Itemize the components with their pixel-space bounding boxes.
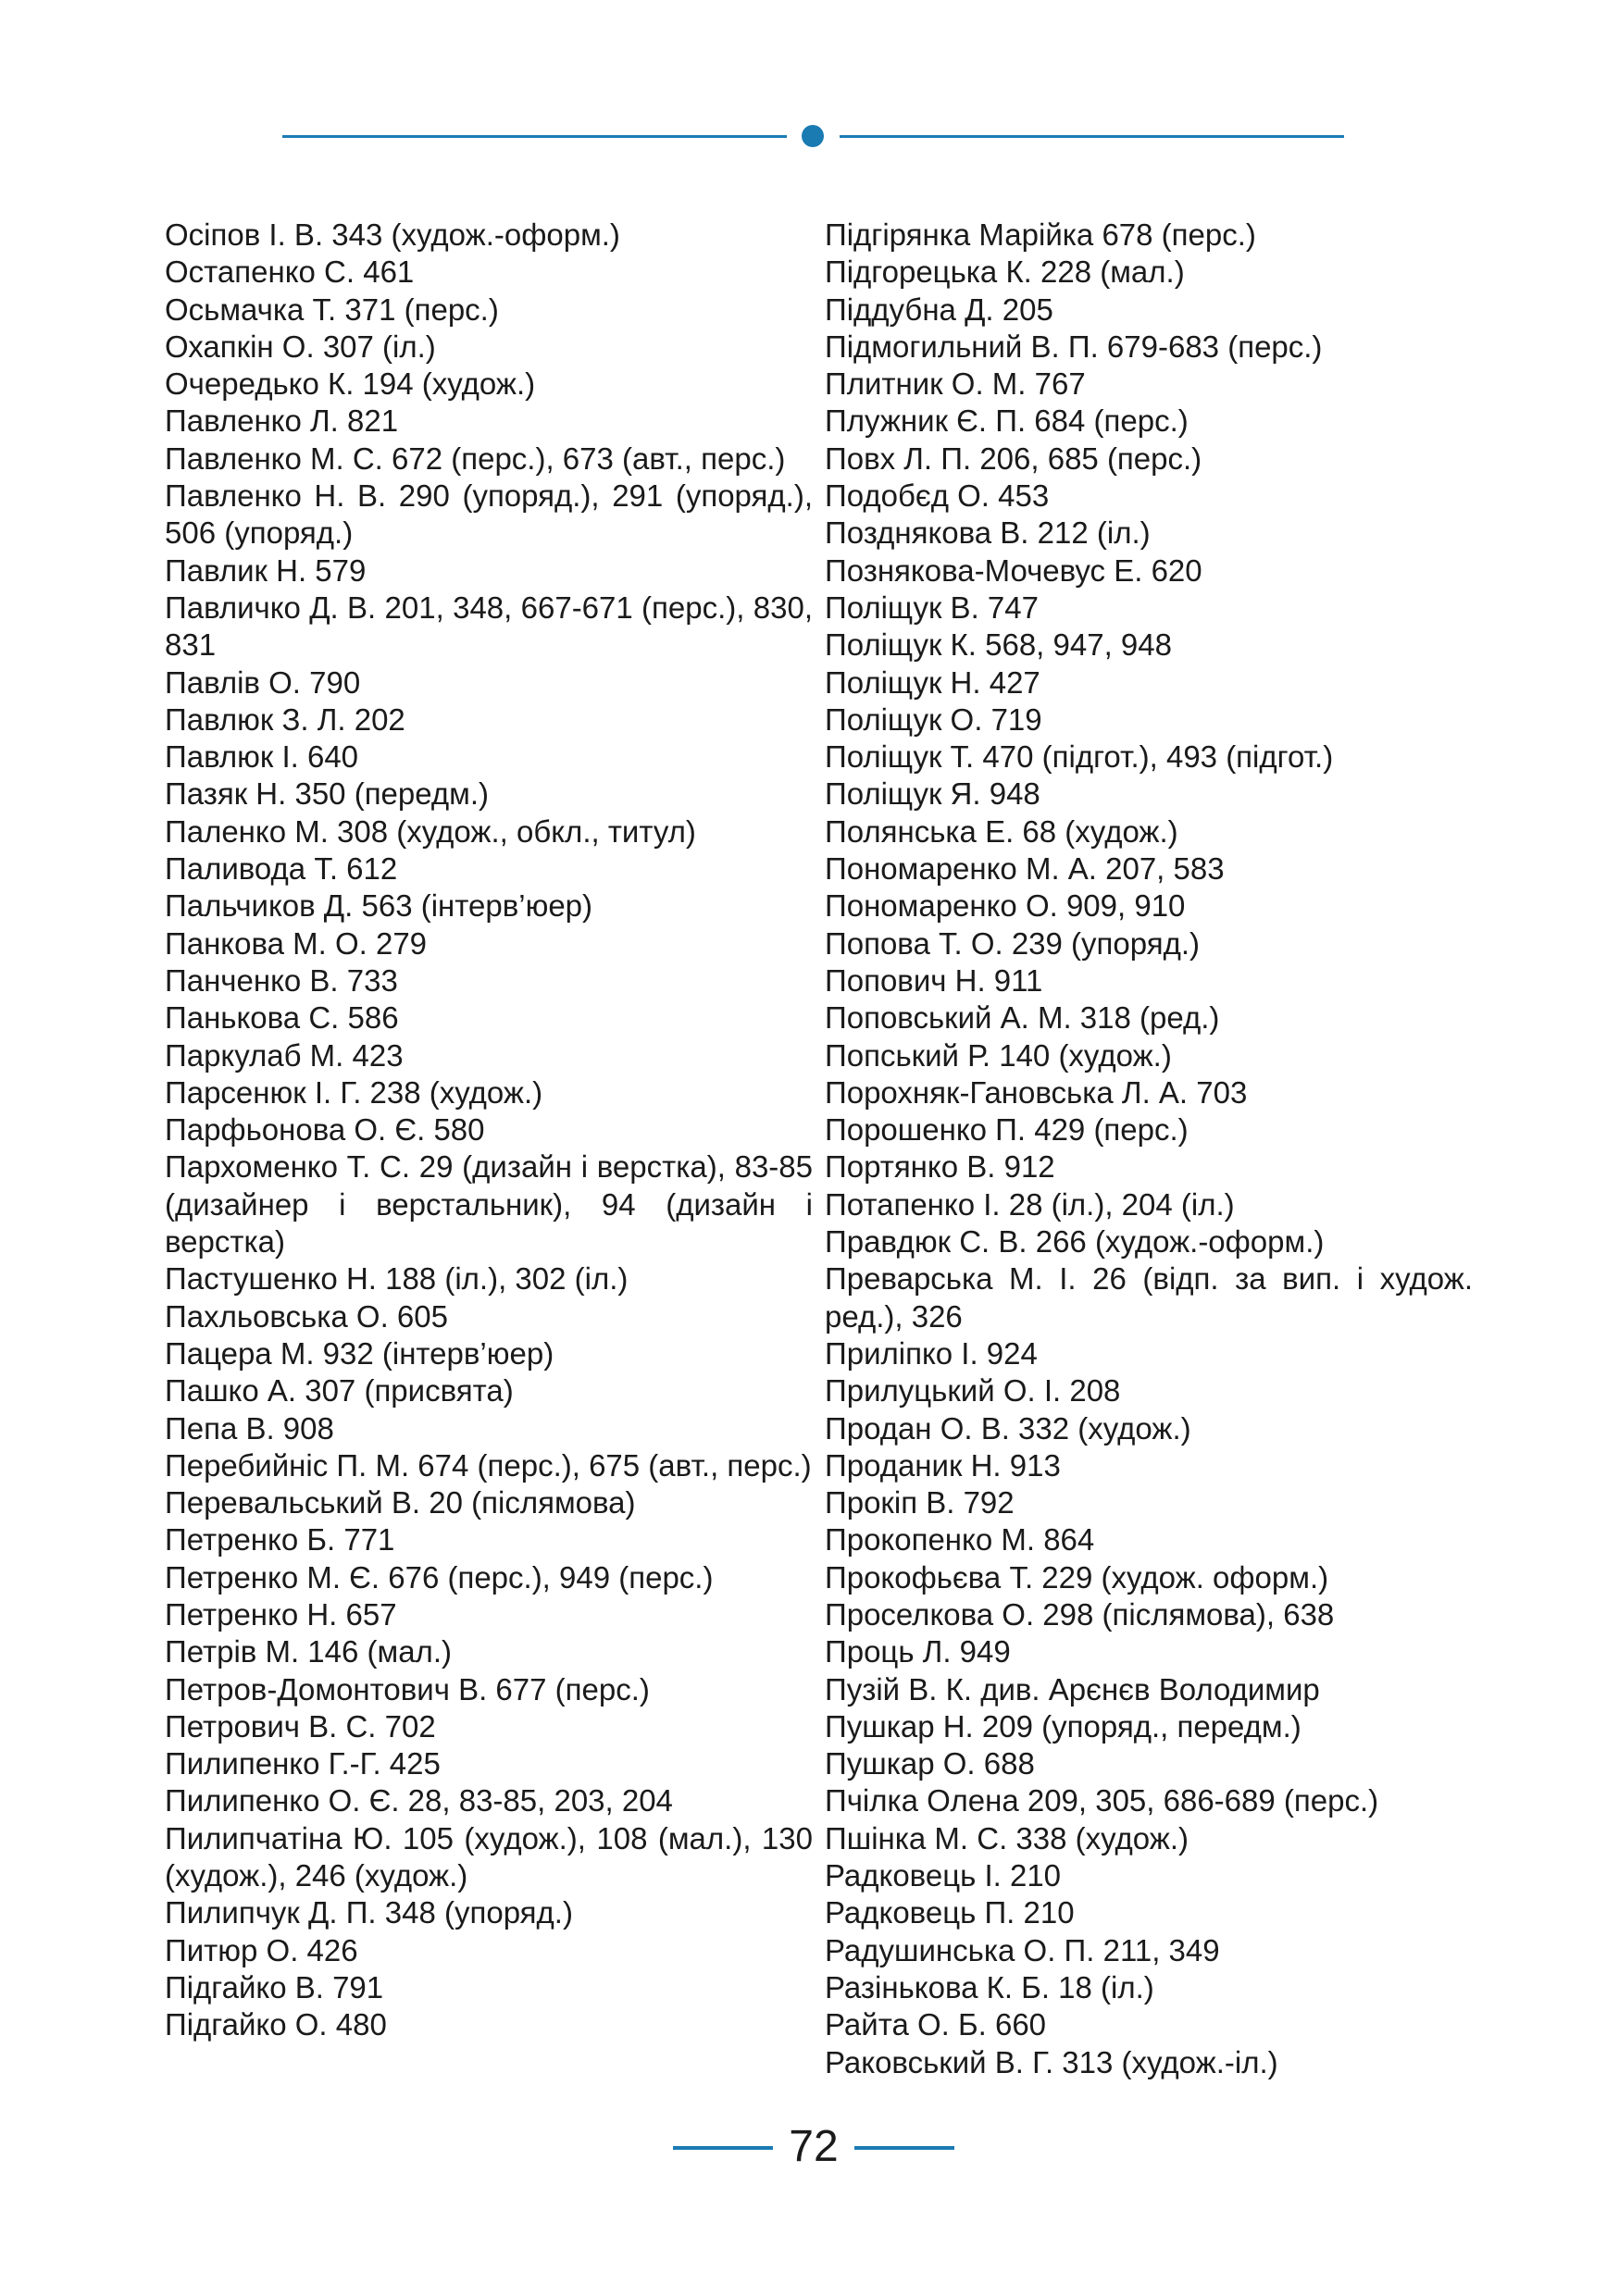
index-entry: Приліпко І. 924 — [825, 1335, 1038, 1371]
index-entry: Підгайко О. 480 — [165, 2007, 387, 2042]
index-column-right — [825, 217, 1473, 2081]
index-entry: Прокіп В. 792 — [825, 1485, 1015, 1520]
index-entry: Правдюк С. В. 266 (худож.-оформ.) — [825, 1224, 1325, 1260]
index-column-left — [165, 217, 813, 2044]
index-entry: Пашко А. 307 (присвята) — [165, 1373, 514, 1409]
index-entry: Панченко В. 733 — [165, 962, 398, 998]
index-entry: Попович Н. 911 — [825, 962, 1043, 998]
page-number: 72 — [789, 2122, 839, 2171]
footer-rule-right — [854, 2146, 954, 2150]
header-dot — [802, 125, 824, 147]
index-entry: Пузій В. К. див. Арєнєв Володимир — [825, 1671, 1320, 1706]
index-entry: Підгорецька К. 228 (мал.) — [825, 254, 1185, 290]
index-entry: Пастушенко Н. 188 (іл.), 302 (іл.) — [165, 1261, 629, 1297]
index-entry: Радковець І. 210 — [825, 1858, 1062, 1893]
index-entry: Радковець П. 210 — [825, 1895, 1075, 1930]
index-entry: Пушкар Н. 209 (упоряд., передм.) — [825, 1708, 1301, 1744]
index-entry: Павлик Н. 579 — [165, 552, 367, 588]
index-entry: Павленко Н. В. 290 (упоряд.), 291 (упоряд.), 506 (упоряд.) — [165, 478, 813, 551]
index-entry: Пилипчук Д. П. 348 (упоряд.) — [165, 1895, 573, 1930]
index-entry: Райта О. Б. 660 — [825, 2007, 1047, 2042]
index-entry: Парсенюк І. Г. 238 (худож.) — [165, 1074, 543, 1110]
index-entry: Потапенко І. 28 (іл.), 204 (іл.) — [825, 1186, 1235, 1222]
index-entry: Проселкова О. 298 (післямова), 638 — [825, 1596, 1335, 1632]
header-rule-right — [840, 135, 1344, 138]
index-entry: Піддубна Д. 205 — [825, 292, 1053, 327]
index-entry: Пепа В. 908 — [165, 1410, 334, 1446]
index-entry: Прокопенко М. 864 — [825, 1522, 1095, 1558]
index-entry: Поповський А. М. 318 (ред.) — [825, 1000, 1220, 1036]
index-entry: Пальчиков Д. 563 (інтерв’юер) — [165, 888, 593, 924]
index-entry: Радушинська О. П. 211, 349 — [825, 1932, 1220, 1967]
index-entry: Полянська Е. 68 (худож.) — [825, 813, 1178, 849]
index-entry: Охапкін О. 307 (іл.) — [165, 329, 436, 364]
index-entry: Петренко М. Є. 676 (перс.), 949 (перс.) — [165, 1559, 714, 1595]
index-entry: Осіпов І. В. 343 (худож.-оформ.) — [165, 217, 620, 252]
index-entry: Пономаренко О. 909, 910 — [825, 888, 1186, 924]
index-entry: Поліщук Т. 470 (підгот.), 493 (підгот.) — [825, 739, 1334, 775]
index-entry: Підмогильний В. П. 679-683 (перс.) — [825, 329, 1323, 364]
index-entry: Позднякова В. 212 (іл.) — [825, 515, 1151, 551]
index-entry: Панькова С. 586 — [165, 1000, 399, 1036]
index-entry: Порошенко П. 429 (перс.) — [825, 1112, 1189, 1148]
index-entry: Парфьонова О. Є. 580 — [165, 1112, 485, 1148]
index-entry: Пилипчатіна Ю. 105 (худож.), 108 (мал.), 130 (худож.), 246 (худож.) — [165, 1820, 813, 1893]
index-entry: Павличко Д. В. 201, 348, 667-671 (перс.), 830, 831 — [165, 590, 813, 663]
index-entry: Питюр О. 426 — [165, 1932, 358, 1967]
index-entry: Поліщук В. 747 — [825, 590, 1039, 625]
index-entry: Пушкар О. 688 — [825, 1746, 1035, 1781]
index-entry: Петрів М. 146 (мал.) — [165, 1634, 452, 1669]
index-entry: Паленко М. 308 (худож., обкл., титул) — [165, 813, 696, 849]
index-entry: Паливода Т. 612 — [165, 851, 398, 887]
index-entry: Павлів О. 790 — [165, 664, 361, 700]
index-entry: Підгайко В. 791 — [165, 1969, 384, 2004]
index-entry: Пчілка Олена 209, 305, 686-689 (перс.) — [825, 1783, 1379, 1818]
index-entry: Павленко М. С. 672 (перс.), 673 (авт., перс.) — [165, 441, 786, 476]
index-entry: Остапенко С. 461 — [165, 254, 415, 290]
index-entry: Панкова М. О. 279 — [165, 925, 428, 961]
index-entry: Пархоменко Т. С. 29 (дизайн і верстка), 83-85 (дизайнер і верстальник), 94 (дизайн і верстка) — [165, 1149, 813, 1260]
footer-rule-left — [673, 2146, 773, 2150]
index-entry: Плитник О. М. 767 — [825, 366, 1086, 402]
index-entry: Осьмачка Т. 371 (перс.) — [165, 292, 499, 327]
index-entry: Разінькова К. Б. 18 (іл.) — [825, 1969, 1154, 2004]
index-entry: Петрович В. С. 702 — [165, 1708, 436, 1744]
index-entry: Павлюк З. Л. 202 — [165, 701, 405, 737]
index-entry: Повх Л. П. 206, 685 (перс.) — [825, 441, 1202, 476]
index-entry: Петров-Домонтович В. 677 (перс.) — [165, 1671, 650, 1706]
index-entry: Попова Т. О. 239 (упоряд.) — [825, 925, 1201, 961]
index-entry: Поліщук К. 568, 947, 948 — [825, 627, 1172, 663]
index-entry: Прокофьєва Т. 229 (худож. оформ.) — [825, 1559, 1329, 1595]
index-entry: Поліщук Я. 948 — [825, 776, 1040, 812]
index-entry: Преварська М. І. 26 (відп. за вип. і худож. ред.), 326 — [825, 1261, 1473, 1334]
index-entry: Перевальський В. 20 (післямова) — [165, 1485, 636, 1520]
index-entry: Проць Л. 949 — [825, 1634, 1011, 1669]
index-entry: Петренко Н. 657 — [165, 1596, 397, 1632]
header-rule-left — [282, 135, 787, 138]
index-entry: Підгірянка Марійка 678 (перс.) — [825, 217, 1256, 252]
index-entry: Павленко Л. 821 — [165, 403, 399, 439]
index-entry: Попський Р. 140 (худож.) — [825, 1037, 1172, 1073]
index-entry: Пацера М. 932 (інтерв’юер) — [165, 1335, 554, 1371]
index-entry: Пилипенко О. Є. 28, 83-85, 203, 204 — [165, 1783, 673, 1818]
index-entry: Познякова-Мочевус Е. 620 — [825, 552, 1202, 588]
index-entry: Порохняк-Гановська Л. А. 703 — [825, 1074, 1248, 1110]
index-entry: Прилуцький О. І. 208 — [825, 1373, 1121, 1409]
index-entry: Пономаренко М. А. 207, 583 — [825, 851, 1225, 887]
index-entry: Паркулаб М. 423 — [165, 1037, 404, 1073]
index-entry: Поліщук О. 719 — [825, 701, 1042, 737]
index-entry: Пшінка М. С. 338 (худож.) — [825, 1820, 1189, 1855]
index-entry: Проданик Н. 913 — [825, 1447, 1061, 1483]
index-entry: Перебийніс П. М. 674 (перс.), 675 (авт., перс.) — [165, 1447, 812, 1483]
index-entry: Очередько К. 194 (худож.) — [165, 366, 536, 402]
index-entry: Пилипенко Г.-Г. 425 — [165, 1746, 441, 1781]
index-entry: Петренко Б. 771 — [165, 1522, 395, 1558]
index-entry: Раковський В. Г. 313 (худож.-іл.) — [825, 2044, 1278, 2079]
index-entry: Пахльовська О. 605 — [165, 1298, 448, 1334]
index-entry: Поліщук Н. 427 — [825, 664, 1040, 700]
index-entry: Павлюк І. 640 — [165, 739, 359, 775]
index-entry: Пазяк Н. 350 (передм.) — [165, 776, 489, 812]
index-entry: Портянко В. 912 — [825, 1149, 1055, 1185]
index-entry: Продан О. В. 332 (худож.) — [825, 1410, 1191, 1446]
index-entry: Подобєд О. 453 — [825, 478, 1050, 514]
index-entry: Плужник Є. П. 684 (перс.) — [825, 403, 1189, 439]
